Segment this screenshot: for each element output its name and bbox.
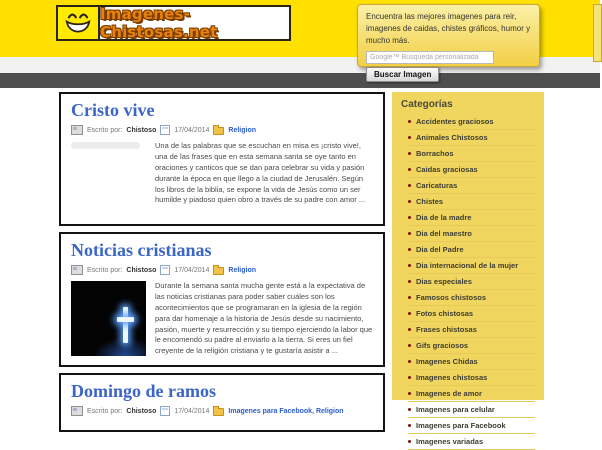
sidebar-category-item[interactable] [408, 370, 535, 386]
category-link[interactable]: Chistes [416, 197, 444, 206]
sidebar-category-item[interactable] [408, 338, 535, 354]
category-link[interactable]: Famosos chistosos [416, 293, 487, 302]
category-link[interactable]: Gifs graciosos [416, 341, 469, 350]
category-link[interactable]: Imagenes Chidas [416, 357, 478, 366]
author-name: Chistoso [126, 407, 157, 415]
smiley-icon [58, 7, 100, 39]
bullet-icon [408, 216, 411, 219]
bullet-icon [408, 152, 411, 155]
post-meta [71, 265, 373, 275]
category-link[interactable]: Dia de la madre [416, 213, 472, 222]
bullet-icon [408, 328, 411, 331]
category-link[interactable]: Imagenes para Facebook [416, 421, 506, 430]
post-thumbnail-glowing-cross[interactable] [71, 281, 146, 356]
category-link[interactable]: Frases chistosas [416, 325, 477, 334]
main-area [0, 92, 600, 446]
bullet-icon [408, 360, 411, 363]
bullet-icon [408, 200, 411, 203]
post-cristo-vive [59, 92, 385, 226]
category-link[interactable]: Accidentes graciosos [416, 117, 494, 126]
search-button[interactable]: Buscar Imagen [366, 67, 439, 82]
post-title-link[interactable]: Domingo de ramos [71, 381, 216, 402]
category-link[interactable]: Fotos chistosas [416, 309, 474, 318]
site-tagline: Encuentra las mejores imagenes para reir, imagenes de caidas, chistes gráficos, humor y mucho más. [366, 12, 531, 45]
bullet-icon [408, 344, 411, 347]
sidebar-category-item[interactable] [408, 258, 535, 274]
written-by-label: Escrito por: [87, 126, 123, 134]
sidebar-category-item[interactable] [408, 242, 535, 258]
sidebar-category-item[interactable] [408, 130, 535, 146]
category-links[interactable]: Religion [228, 266, 257, 274]
bullet-icon [408, 136, 411, 139]
calendar-icon [160, 265, 170, 275]
sidebar-category-item[interactable] [408, 226, 535, 242]
calendar-icon [160, 125, 170, 135]
post-noticias-cristianas [59, 232, 385, 367]
cropped-right-panel [593, 4, 602, 62]
post-thumbnail-placeholder[interactable] [71, 141, 146, 216]
category-link[interactable]: Dias especiales [416, 277, 472, 286]
bullet-icon [408, 184, 411, 187]
category-link[interactable]: Imagenes chistosas [416, 373, 488, 382]
sidebar-category-item[interactable] [408, 354, 535, 370]
post-title-link[interactable]: Cristo vive [71, 100, 155, 120]
folder-icon [213, 408, 224, 416]
post-title-link[interactable]: Noticias cristianas [71, 240, 212, 260]
post-domingo-de-ramos [59, 373, 385, 432]
post-date: 17/04/2014 [174, 266, 210, 274]
sidebar-category-item[interactable] [408, 434, 535, 450]
category-link[interactable]: Imagenes de amor [416, 389, 482, 398]
bullet-icon [408, 280, 411, 283]
category-links[interactable]: Religion [228, 126, 257, 134]
category-link[interactable]: Imagenes variadas [416, 437, 484, 446]
sidebar-category-item[interactable] [408, 162, 535, 178]
post-body [71, 281, 373, 357]
bullet-icon [408, 248, 411, 251]
category-link[interactable]: Imagenes para celular [416, 405, 495, 414]
bullet-icon [408, 376, 411, 379]
sidebar-category-item[interactable] [408, 402, 535, 418]
category-link[interactable]: Animales Chistosos [416, 133, 488, 142]
post-meta [71, 125, 373, 135]
calendar-icon [160, 406, 170, 416]
author-icon [71, 125, 83, 135]
site-header [0, 0, 600, 79]
bullet-icon [408, 392, 411, 395]
sidebar-category-item[interactable] [408, 386, 535, 402]
post-date: 17/04/2014 [174, 407, 210, 415]
post-date: 17/04/2014 [174, 126, 210, 134]
sidebar-category-item[interactable] [408, 114, 535, 130]
category-list [401, 114, 535, 450]
site-title: Imagenes-Chistosas.net [100, 5, 218, 41]
sidebar-category-item[interactable] [408, 322, 535, 338]
bullet-icon [408, 440, 411, 443]
search-input[interactable] [366, 51, 494, 64]
sidebar-category-item[interactable] [408, 290, 535, 306]
posts-column [59, 92, 385, 438]
written-by-label: Escrito por: [87, 407, 123, 415]
author-name: Chistoso [126, 266, 157, 274]
bullet-icon [408, 312, 411, 315]
site-logo[interactable] [56, 5, 291, 41]
sidebar-category-item[interactable] [408, 194, 535, 210]
author-icon [71, 406, 83, 416]
category-link[interactable]: Dia internacional de la mujer [416, 261, 519, 270]
bullet-icon [408, 168, 411, 171]
category-link[interactable]: Dia del maestro [416, 229, 472, 238]
cross-icon [117, 317, 134, 322]
category-link[interactable]: Dia del Padre [416, 245, 464, 254]
post-excerpt: Una de las palabras que se escuchan en misa es ¡cristo vive!, una de las frases que en esta semana santa se oye tanto en oraciones y canticos que se dan para celebrar su vida y pasión durante la época en que llego a la ciudad de Jerusalén. Según los libros de la biblia, se expone la vida de Jesús como un ser humilde y piadoso quien obro a través de su padre con amor ... [155, 141, 366, 205]
bullet-icon [408, 264, 411, 267]
post-meta [71, 406, 373, 416]
category-link[interactable]: Caidas graciosas [416, 165, 478, 174]
blue-glow [71, 281, 146, 356]
sidebar-categories [392, 92, 544, 446]
sidebar-category-item[interactable] [408, 178, 535, 194]
bullet-icon [408, 408, 411, 411]
bullet-icon [408, 120, 411, 123]
folder-icon [213, 127, 224, 135]
search-panel [357, 4, 540, 79]
cross-icon [123, 307, 128, 343]
category-links[interactable]: Imagenes para Facebook, Religion [228, 407, 344, 415]
sidebar-category-item[interactable] [408, 146, 535, 162]
sidebar-category-item[interactable] [408, 274, 535, 290]
folder-icon [213, 267, 224, 275]
sidebar-heading: Categorías [401, 99, 453, 110]
post-body [71, 141, 373, 216]
author-icon [71, 265, 83, 275]
bullet-icon [408, 296, 411, 299]
post-excerpt: Durante la semana santa mucha gente está a la expectativa de las noticias cristianas para poder saber cuáles son los acontecimientos que se programaran en la iglesia de la región para dar homenaje a la historia de Jesús desde su nacimiento, pasión, muerte y resurrección y su tiempo ejerciendo la labor que le encomendó su padre al enviarlo a la tierra. Si eres un fiel creyente de la religión cristiana y te gustaría asistir a ... [155, 281, 373, 356]
bullet-icon [408, 232, 411, 235]
category-link[interactable]: Caricaturas [416, 181, 458, 190]
category-link[interactable]: Borrachos [416, 149, 454, 158]
sidebar-category-item[interactable] [408, 306, 535, 322]
bullet-icon [408, 424, 411, 427]
author-name: Chistoso [126, 126, 157, 134]
written-by-label: Escrito por: [87, 266, 123, 274]
sidebar-category-item[interactable] [408, 418, 535, 434]
sidebar-category-item[interactable] [408, 210, 535, 226]
